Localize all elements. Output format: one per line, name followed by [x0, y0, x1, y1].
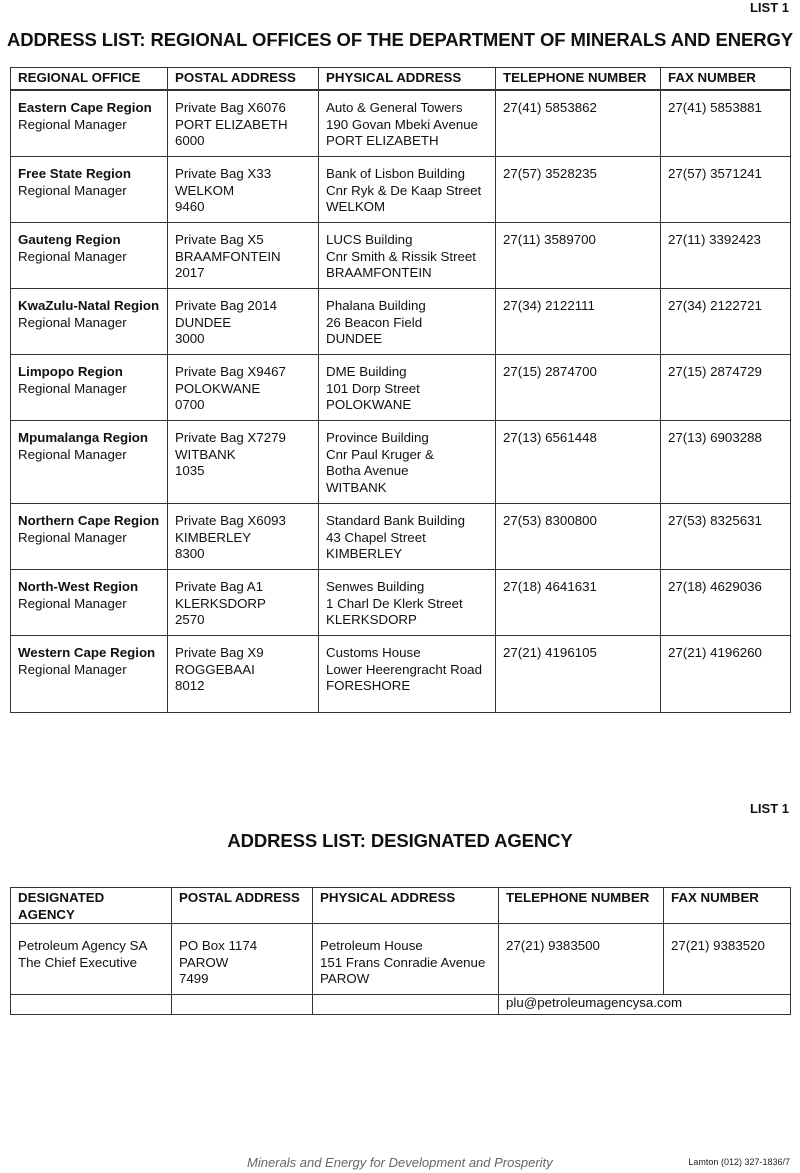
physical-address-cell: [319, 421, 496, 504]
telephone-cell: [496, 90, 661, 157]
regional-office-cell: [11, 504, 168, 570]
region-name: Northern Cape Region: [18, 513, 160, 528]
address-line: 190 Govan Mbeki Avenue: [326, 116, 479, 132]
address-line: ROGGEBAAI: [175, 661, 255, 677]
telephone-number: 27(15) 2874700: [503, 364, 597, 379]
column-header: PHYSICAL ADDRESS: [313, 888, 499, 924]
table-row: [11, 504, 791, 570]
regional-offices-table: [10, 67, 791, 713]
region-role: Regional Manager: [18, 380, 127, 396]
table-row: [11, 223, 791, 289]
physical-address-cell: [319, 504, 496, 570]
region-role: Regional Manager: [18, 182, 127, 198]
column-header: TELEPHONE NUMBER: [496, 68, 661, 91]
telephone-cell: [496, 157, 661, 223]
footer-tagline: Minerals and Energy for Development and Prosperity: [247, 1155, 553, 1170]
email-address: plu@petroleumagencysa.com: [506, 995, 683, 1010]
postal-address-cell: [168, 223, 319, 289]
physical-address-cell: [319, 90, 496, 157]
agency-cell: [11, 924, 172, 995]
address-line: Bank of Lisbon Building: [326, 166, 465, 181]
address-line: Botha Avenue: [326, 463, 409, 478]
postal-address-cell: [168, 421, 319, 504]
postal-address-cell: [172, 924, 313, 995]
postal-address-cell: [168, 355, 319, 421]
address-line: 8012: [175, 678, 205, 693]
empty-cell: [11, 995, 172, 1015]
region-name: Mpumalanga Region: [18, 430, 149, 445]
fax-number: 27(11) 3392423: [668, 232, 761, 247]
address-line: 8300: [175, 546, 205, 561]
address-line: PAROW: [320, 971, 370, 986]
address-line: WITBANK: [326, 479, 387, 495]
designated-agency-table: [10, 887, 791, 1015]
physical-address-cell: [319, 223, 496, 289]
regional-office-cell: [11, 421, 168, 504]
fax-cell: [661, 355, 791, 421]
table-row: [11, 995, 791, 1015]
address-line: Private Bag X6093: [175, 513, 286, 528]
address-line: 2570: [175, 612, 205, 627]
address-line: Cnr Smith & Rissik Street: [326, 248, 476, 264]
address-line: 101 Dorp Street: [326, 380, 420, 396]
address-line: 1 Charl De Klerk Street: [326, 595, 463, 611]
regional-office-cell: [11, 90, 168, 157]
fax-number: 27(57) 3571241: [668, 166, 762, 181]
table-row: [11, 421, 791, 504]
list-label: LIST 1: [749, 801, 789, 816]
address-line: WELKOM: [326, 199, 386, 214]
postal-address-cell: [168, 157, 319, 223]
address-line: Auto & General Towers: [326, 100, 463, 115]
address-line: DUNDEE: [175, 314, 232, 330]
region-name: KwaZulu-Natal Region: [18, 298, 160, 313]
address-line: POLOKWANE: [326, 397, 412, 412]
address-line: KLERKSDORP: [175, 595, 266, 611]
telephone-number: 27(21) 4196105: [503, 645, 597, 660]
fax-number: 27(34) 2122721: [668, 298, 762, 313]
postal-address-cell: [168, 636, 319, 713]
physical-address-cell: [319, 289, 496, 355]
address-line: 151 Frans Conradie Avenue: [320, 954, 486, 970]
address-line: Senwes Building: [326, 579, 425, 594]
fax-number: 27(53) 8325631: [668, 513, 762, 528]
table-row: [11, 924, 791, 995]
telephone-cell: [496, 421, 661, 504]
postal-address-cell: [168, 570, 319, 636]
telephone-cell: [496, 355, 661, 421]
column-header: POSTAL ADDRESS: [168, 68, 319, 91]
page-title: ADDRESS LIST: REGIONAL OFFICES OF THE DEPARTMENT OF MINERALS AND ENERGY: [6, 29, 794, 50]
telephone-number: 27(11) 3589700: [503, 232, 596, 247]
address-line: PORT ELIZABETH: [326, 133, 439, 148]
address-line: Private Bag X33: [175, 166, 272, 181]
address-line: 0700: [175, 397, 205, 412]
table-row: [11, 289, 791, 355]
address-line: 1035: [175, 463, 205, 478]
physical-address-cell: [313, 924, 499, 995]
table-row: [11, 355, 791, 421]
region-role: Regional Manager: [18, 661, 127, 677]
telephone-number: 27(53) 8300800: [503, 513, 597, 528]
agency-name: Petroleum Agency SA: [18, 938, 148, 953]
fax-cell: [661, 421, 791, 504]
address-line: PO Box 1174: [179, 938, 258, 953]
table-row: [11, 90, 791, 157]
region-role: Regional Manager: [18, 446, 127, 462]
postal-address-cell: [168, 289, 319, 355]
physical-address-cell: [319, 157, 496, 223]
region-role: Regional Manager: [18, 529, 127, 545]
telephone-number: 27(57) 3528235: [503, 166, 597, 181]
address-line: LUCS Building: [326, 232, 413, 247]
list-label: LIST 1: [749, 0, 789, 15]
address-line: Province Building: [326, 430, 429, 445]
region-name: Western Cape Region: [18, 645, 156, 660]
address-line: Lower Heerengracht Road: [326, 661, 482, 677]
telephone-cell: [496, 570, 661, 636]
region-role: Regional Manager: [18, 595, 127, 611]
region-name: North-West Region: [18, 579, 139, 594]
fax-cell: [661, 289, 791, 355]
telephone-number: 27(21) 9383500: [506, 938, 600, 953]
regional-office-cell: [11, 355, 168, 421]
empty-cell: [172, 995, 313, 1015]
address-line: Private Bag X6076: [175, 100, 286, 115]
regional-office-cell: [11, 289, 168, 355]
address-line: Private Bag X9: [175, 645, 264, 660]
table-row: [11, 636, 791, 713]
address-line: Private Bag X5: [175, 232, 264, 247]
telephone-cell: [496, 223, 661, 289]
address-line: 3000: [175, 331, 205, 346]
address-line: 9460: [175, 199, 205, 214]
regional-office-cell: [11, 157, 168, 223]
fax-number: 27(13) 6903288: [668, 430, 762, 445]
address-line: WELKOM: [175, 182, 235, 198]
region-name: Gauteng Region: [18, 232, 121, 247]
postal-address-cell: [168, 504, 319, 570]
address-line: Customs House: [326, 645, 421, 660]
fax-number: 27(15) 2874729: [668, 364, 762, 379]
telephone-number: 27(18) 4641631: [503, 579, 597, 594]
address-line: FORESHORE: [326, 678, 411, 693]
fax-number: 27(21) 4196260: [668, 645, 762, 660]
fax-number: 27(18) 4629036: [668, 579, 762, 594]
table-header-row: [11, 888, 791, 924]
regional-office-cell: [11, 570, 168, 636]
address-line: BRAAMFONTEIN: [175, 248, 281, 264]
region-name: Eastern Cape Region: [18, 100, 152, 115]
address-line: PAROW: [179, 954, 229, 970]
address-line: Petroleum House: [320, 938, 423, 953]
fax-number: 27(21) 9383520: [671, 938, 765, 953]
empty-cell: [313, 995, 499, 1015]
region-role: Regional Manager: [18, 314, 127, 330]
column-header: FAX NUMBER: [661, 68, 791, 91]
telephone-cell: [496, 504, 661, 570]
column-header: TELEPHONE NUMBER: [499, 888, 664, 924]
physical-address-cell: [319, 355, 496, 421]
table-row: [11, 570, 791, 636]
region-role: Regional Manager: [18, 116, 127, 132]
region-role: Regional Manager: [18, 248, 127, 264]
address-line: Private Bag 2014: [175, 298, 278, 313]
column-header: FAX NUMBER: [664, 888, 791, 924]
table-header-row: [11, 68, 791, 91]
address-line: PORT ELIZABETH: [175, 116, 288, 132]
address-line: BRAAMFONTEIN: [326, 265, 432, 280]
telephone-number: 27(13) 6561448: [503, 430, 597, 445]
telephone-number: 27(41) 5853862: [503, 100, 597, 115]
physical-address-cell: [319, 570, 496, 636]
table-row: [11, 157, 791, 223]
fax-cell: [661, 570, 791, 636]
column-header: PHYSICAL ADDRESS: [319, 68, 496, 91]
address-line: Private Bag A1: [175, 579, 263, 594]
column-header: DESIGNATED AGENCY: [11, 888, 172, 924]
address-line: Cnr Ryk & De Kaap Street: [326, 182, 482, 198]
physical-address-cell: [319, 636, 496, 713]
address-line: Private Bag X7279: [175, 430, 286, 445]
address-line: DUNDEE: [326, 331, 383, 346]
address-line: Phalana Building: [326, 298, 426, 313]
section-title: ADDRESS LIST: DESIGNATED AGENCY: [227, 830, 573, 851]
fax-cell: [661, 157, 791, 223]
fax-cell: [661, 223, 791, 289]
address-line: 43 Chapel Street: [326, 529, 426, 545]
telephone-cell: [496, 289, 661, 355]
regional-office-cell: [11, 223, 168, 289]
column-header: REGIONAL OFFICE: [11, 68, 168, 91]
address-line: 7499: [179, 971, 209, 986]
address-line: KIMBERLEY: [326, 546, 403, 561]
region-name: Limpopo Region: [18, 364, 123, 379]
fax-number: 27(41) 5853881: [668, 100, 762, 115]
telephone-number: 27(34) 2122111: [503, 298, 595, 313]
region-name: Free State Region: [18, 166, 132, 181]
footer-code: Lamton (012) 327-1836/7: [688, 1157, 790, 1167]
address-line: 26 Beacon Field: [326, 314, 423, 330]
fax-cell: [664, 924, 791, 995]
address-line: KLERKSDORP: [326, 612, 417, 627]
address-line: WITBANK: [175, 446, 236, 462]
regional-office-cell: [11, 636, 168, 713]
address-line: DME Building: [326, 364, 407, 379]
fax-cell: [661, 636, 791, 713]
column-header: POSTAL ADDRESS: [172, 888, 313, 924]
address-line: 2017: [175, 265, 205, 280]
fax-cell: [661, 504, 791, 570]
telephone-cell: [499, 924, 664, 995]
email-cell: [499, 995, 791, 1015]
address-line: Private Bag X9467: [175, 364, 286, 379]
postal-address-cell: [168, 90, 319, 157]
agency-role: The Chief Executive: [18, 954, 137, 970]
fax-cell: [661, 90, 791, 157]
address-line: Standard Bank Building: [326, 513, 465, 528]
telephone-cell: [496, 636, 661, 713]
address-line: Cnr Paul Kruger &: [326, 446, 434, 462]
address-line: POLOKWANE: [175, 380, 261, 396]
address-line: KIMBERLEY: [175, 529, 252, 545]
address-line: 6000: [175, 133, 205, 148]
